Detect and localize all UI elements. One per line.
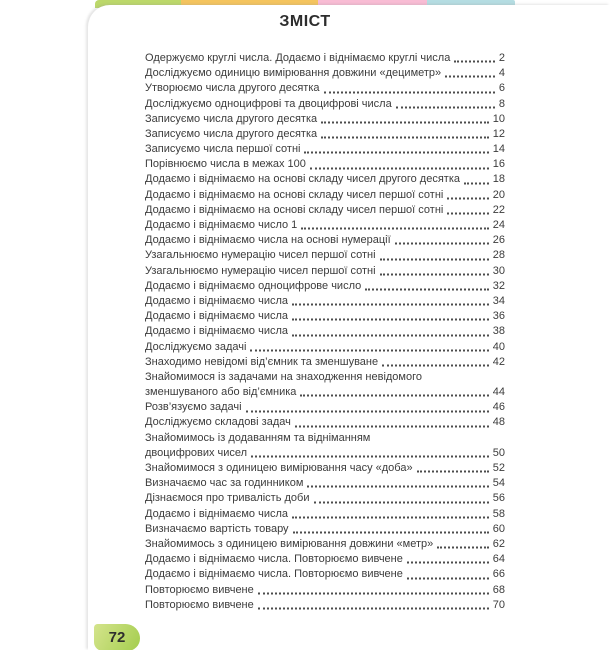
toc-entry-page: 64	[492, 553, 505, 566]
toc-entry-page: 28	[492, 249, 505, 262]
toc-entry-page: 56	[492, 492, 505, 505]
toc-entry	[145, 127, 505, 142]
toc-entry-line: Знайомимось із додаванням та відніманням	[145, 431, 371, 444]
toc-entry-line: Знайомимося із задачами на знаходження невідомого	[145, 370, 422, 383]
toc-entry-page: 62	[492, 537, 505, 550]
dotted-leader	[396, 106, 495, 108]
toc-entry	[145, 446, 505, 461]
toc-entry-page: 18	[492, 173, 505, 186]
toc-entry-title: Додаємо і віднімаємо на основі складу чисел першої сотні	[145, 188, 444, 201]
toc-entry-title: Досліджуємо задачі	[145, 340, 247, 353]
toc-entry-title: Дізнаємося про тривалість доби	[145, 492, 310, 505]
dotted-leader	[258, 592, 489, 594]
toc-entry	[145, 355, 505, 370]
toc-entry-page: 30	[492, 264, 505, 277]
toc-entry-page: 12	[492, 127, 505, 140]
toc-entry-title: Записуємо числа другого десятка	[145, 127, 318, 140]
toc-entry-title: Одержуємо круглі числа. Додаємо і віднімаємо круглі числа	[145, 51, 451, 64]
toc-entry	[145, 461, 505, 476]
toc-entry	[145, 173, 505, 188]
dotted-leader	[445, 76, 495, 78]
toc-entry-title: Додаємо і віднімаємо на основі складу чисел першої сотні	[145, 203, 444, 216]
toc-entry	[145, 340, 505, 355]
dotted-leader	[417, 471, 489, 473]
toc-entry	[145, 157, 505, 172]
toc-entry-page: 36	[492, 310, 505, 323]
toc-entry-page: 24	[492, 219, 505, 232]
dotted-leader	[292, 334, 489, 336]
toc-entry-page: 10	[492, 112, 505, 125]
dotted-leader	[292, 319, 489, 321]
toc-entry	[145, 264, 505, 279]
dotted-leader	[447, 213, 488, 215]
toc-entry-title: Узагальнюємо нумерацію чисел першої сотні	[145, 249, 376, 262]
toc-entry	[145, 142, 505, 157]
toc-entry	[145, 416, 505, 431]
dotted-leader	[250, 349, 488, 351]
toc-entry-title: Додаємо і віднімаємо числа. Повторюємо вивчене	[145, 568, 403, 581]
toc-entry	[145, 248, 505, 263]
dotted-leader	[246, 410, 489, 412]
toc-entry	[145, 476, 505, 491]
toc-entry	[145, 567, 505, 582]
toc-entry-page: 40	[492, 340, 505, 353]
toc-entry-title: Додаємо і віднімаємо числа	[145, 310, 288, 323]
toc-entry-title: Утворюємо числа другого десятка	[145, 82, 320, 95]
toc-entry	[145, 51, 505, 66]
toc-entry	[145, 112, 505, 127]
dotted-leader	[382, 364, 489, 366]
toc-entry-title: Повторюємо вивчене	[145, 583, 254, 596]
toc-entry-title: Додаємо і віднімаємо одноцифрове число	[145, 279, 362, 292]
dotted-leader	[251, 456, 489, 458]
toc-entry	[145, 279, 505, 294]
dotted-leader	[454, 61, 495, 63]
toc-entry-page: 66	[492, 568, 505, 581]
toc-entry-title: Досліджуємо одноцифрові та двоцифрові числа	[145, 97, 392, 110]
toc-entry-title: Додаємо і віднімаємо на основі складу чисел другого десятка	[145, 173, 460, 186]
toc-entry-page: 4	[498, 67, 505, 80]
toc-entry-page: 42	[492, 355, 505, 368]
dotted-leader	[301, 228, 488, 230]
toc-entry	[145, 324, 505, 339]
toc-entry-title: Порівнюємо числа в межах 100	[145, 158, 306, 171]
dotted-leader	[407, 577, 489, 579]
toc-entry-title: Досліджуємо складові задач	[145, 416, 291, 429]
toc-entry	[145, 233, 505, 248]
toc-entry-page: 68	[492, 583, 505, 596]
toc-entry-page: 14	[492, 143, 505, 156]
toc-entry-title: Досліджуємо одиницю вимірювання довжини «дециметр»	[145, 67, 442, 80]
toc-entry-page: 38	[492, 325, 505, 338]
dotted-leader	[365, 289, 489, 291]
toc-entry-title: Визначаємо час за годинником	[145, 477, 304, 490]
dotted-leader	[437, 547, 489, 549]
toc-entry	[145, 537, 505, 552]
toc-entry-page: 2	[498, 51, 505, 64]
toc-entry-title: Додаємо і віднімаємо числа	[145, 294, 288, 307]
toc-entry-title: Додаємо і віднімаємо числа	[145, 325, 288, 338]
toc-entry-page: 26	[492, 234, 505, 247]
page-number-badge	[94, 624, 140, 650]
toc-entry-page: 70	[492, 598, 505, 611]
toc-entry-page: 54	[492, 477, 505, 490]
page-number: 72	[108, 629, 126, 646]
toc-entry	[145, 188, 505, 203]
toc-entry-title: Розв’язуємо задачі	[145, 401, 242, 414]
toc-entry	[145, 583, 505, 598]
toc-entry-page: 58	[492, 507, 505, 520]
toc-entry	[145, 294, 505, 309]
dotted-leader	[292, 304, 489, 306]
toc-entry-page: 46	[492, 401, 505, 414]
toc-entry	[145, 598, 505, 613]
dotted-leader	[447, 197, 488, 199]
dotted-leader	[321, 121, 489, 123]
toc-entry-title: Знайомимось з одиницею вимірювання довжини «метр»	[145, 537, 434, 550]
dotted-leader	[258, 607, 489, 609]
toc-entry	[145, 97, 505, 112]
toc-entry	[145, 385, 505, 400]
toc-entry	[145, 400, 505, 415]
dotted-leader	[380, 273, 489, 275]
dotted-leader	[314, 501, 489, 503]
dotted-leader	[380, 258, 489, 260]
toc-entry-page: 34	[492, 294, 505, 307]
dotted-leader	[293, 532, 489, 534]
dotted-leader	[395, 243, 489, 245]
dotted-leader	[324, 91, 495, 93]
toc-entry-title: двоцифрових чисел	[145, 446, 248, 459]
toc-list	[145, 51, 505, 613]
toc-entry-page: 22	[492, 203, 505, 216]
toc-entry	[145, 66, 505, 81]
dotted-leader	[300, 395, 488, 397]
toc-entry	[145, 507, 505, 522]
toc-entry-title: Повторюємо вивчене	[145, 598, 254, 611]
dotted-leader	[321, 137, 489, 139]
toc-entry-page: 60	[492, 522, 505, 535]
dotted-leader	[310, 167, 489, 169]
dotted-leader	[464, 182, 489, 184]
toc-entry	[145, 203, 505, 218]
toc-entry-title: Визначаємо вартість товару	[145, 522, 289, 535]
toc-entry-page: 6	[498, 82, 505, 95]
dotted-leader	[292, 516, 489, 518]
toc-entry-title: Додаємо і віднімаємо число 1	[145, 219, 298, 232]
toc-entry-page: 32	[492, 279, 505, 292]
toc-entry-title: Додаємо і віднімаємо числа на основі нумерації	[145, 234, 391, 247]
toc-entry-title: Записуємо числа першої сотні	[145, 143, 301, 156]
toc-entry-page: 16	[492, 158, 505, 171]
toc-entry-page: 44	[492, 386, 505, 399]
toc-entry-title: Знайомимося з одиницею вимірювання часу «доба»	[145, 462, 413, 475]
toc-entry	[145, 491, 505, 506]
toc-entry	[145, 309, 505, 324]
page-title: ЗМІСТ	[279, 13, 331, 30]
toc-entry-page: 8	[498, 97, 505, 110]
toc-entry-page: 50	[492, 446, 505, 459]
toc-entry-title: Додаємо і віднімаємо числа. Повторюємо вивчене	[145, 553, 403, 566]
dotted-leader	[407, 562, 489, 564]
dotted-leader	[295, 425, 489, 427]
toc-entry-title: Знаходимо невідомі від’ємник та зменшуване	[145, 355, 379, 368]
toc-entry-page: 52	[492, 462, 505, 475]
toc-entry	[145, 81, 505, 96]
toc-entry	[145, 522, 505, 537]
toc-entry-title: Додаємо і віднімаємо числа	[145, 507, 288, 520]
toc-entry-page: 20	[492, 188, 505, 201]
toc-entry	[145, 218, 505, 233]
dotted-leader	[307, 486, 488, 488]
toc-entry	[145, 552, 505, 567]
toc-entry-title: зменшуваного або від’ємника	[145, 386, 297, 399]
toc-entry-title: Записуємо числа другого десятка	[145, 112, 318, 125]
toc-entry-page: 48	[492, 416, 505, 429]
dotted-leader	[304, 152, 488, 154]
toc-entry-title: Узагальнюємо нумерацію чисел першої сотні	[145, 264, 376, 277]
